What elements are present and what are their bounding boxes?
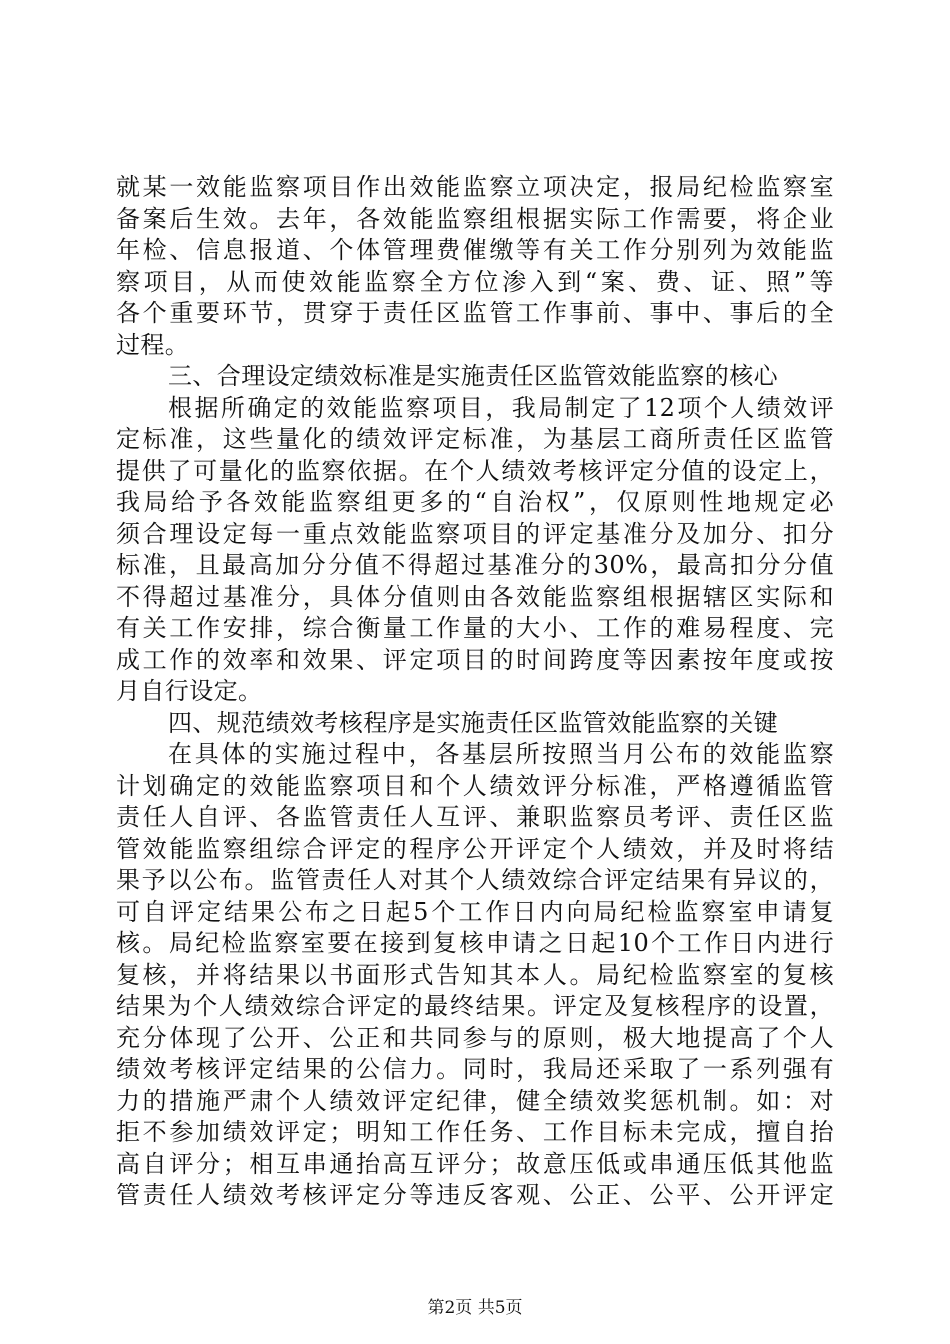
text-line: 年检、信息报道、个体管理费催缴等有关工作分别列为效能监 bbox=[116, 236, 834, 264]
text-line: 不得超过基准分，具体分值则由各效能监察组根据辖区实际和 bbox=[116, 582, 834, 611]
section-heading: 三、合理设定绩效标准是实施责任区监管效能监察的核心 bbox=[168, 362, 778, 390]
text-line: 在具体的实施过程中，各基层所按照当月公布的效能监察 bbox=[168, 740, 834, 768]
text-line: 责任人自评、各监管责任人互评、兼职监察员考评、责任区监 bbox=[116, 803, 834, 831]
text-line: 充分体现了公开、公正和共同参与的原则，极大地提高了个人 bbox=[116, 1023, 834, 1052]
text-line: 标准，且最高加分分值不得超过基准分的30%，最高扣分分值 bbox=[116, 551, 834, 579]
text-line: 备案后生效。去年，各效能监察组根据实际工作需要，将企业 bbox=[116, 204, 834, 233]
text-line: 察项目，从而使效能监察全方位渗入到“案、费、证、照”等 bbox=[116, 267, 834, 296]
text-line: 果予以公布。监管责任人对其个人绩效综合评定结果有异议的， bbox=[116, 866, 834, 894]
text-line: 我局给予各效能监察组更多的“自治权”，仅原则性地规定必 bbox=[116, 488, 834, 516]
text-line: 计划确定的效能监察项目和个人绩效评分标准，严格遵循监管 bbox=[116, 771, 834, 800]
text-line: 过程。 bbox=[116, 330, 190, 359]
text-line: 管效能监察组综合评定的程序公开评定个人绩效，并及时将结 bbox=[116, 834, 834, 863]
text-line: 各个重要环节，贯穿于责任区监管工作事前、事中、事后的全 bbox=[116, 299, 834, 327]
text-line: 成工作的效率和效果、评定项目的时间跨度等因素按年度或按 bbox=[116, 645, 834, 674]
text-line: 须合理设定每一重点效能监察项目的评定基准分及加分、扣分 bbox=[116, 519, 834, 548]
text-line: 提供了可量化的监察依据。在个人绩效考核评定分值的设定上， bbox=[116, 456, 834, 485]
text-line: 拒不参加绩效评定；明知工作任务、工作目标未完成，擅自抬 bbox=[116, 1118, 834, 1146]
text-line: 可自评定结果公布之日起5个工作日内向局纪检监察室申请复 bbox=[116, 897, 834, 926]
text-line: 根据所确定的效能监察项目，我局制定了12项个人绩效评 bbox=[168, 393, 834, 422]
text-line: 结果为个人绩效综合评定的最终结果。评定及复核程序的设置， bbox=[116, 992, 834, 1020]
text-line: 就某一效能监察项目作出效能监察立项决定，报局纪检监察室 bbox=[116, 173, 834, 201]
text-line: 高自评分；相互串通抬高互评分；故意压低或串通压低其他监 bbox=[116, 1149, 834, 1178]
text-line: 复核，并将结果以书面形式告知其本人。局纪检监察室的复核 bbox=[116, 960, 834, 989]
text-line: 力的措施严肃个人绩效评定纪律，健全绩效奖惩机制。如：对 bbox=[116, 1086, 834, 1115]
page-footer: 第2页 共5页 bbox=[427, 1298, 523, 1318]
section-heading: 四、规范绩效考核程序是实施责任区监管效能监察的关键 bbox=[168, 708, 778, 737]
document-body bbox=[116, 172, 834, 1212]
text-line: 核。局纪检监察室要在接到复核申请之日起10个工作日内进行 bbox=[116, 929, 834, 957]
text-line: 定标准，这些量化的绩效评定标准，为基层工商所责任区监管 bbox=[116, 425, 834, 453]
text-line: 绩效考核评定结果的公信力。同时，我局还采取了一系列强有 bbox=[116, 1055, 834, 1083]
text-line: 有关工作安排，综合衡量工作量的大小、工作的难易程度、完 bbox=[116, 614, 834, 642]
text-line: 月自行设定。 bbox=[116, 677, 263, 705]
text-line: 管责任人绩效考核评定分等违反客观、公正、公平、公开评定 bbox=[116, 1181, 834, 1209]
